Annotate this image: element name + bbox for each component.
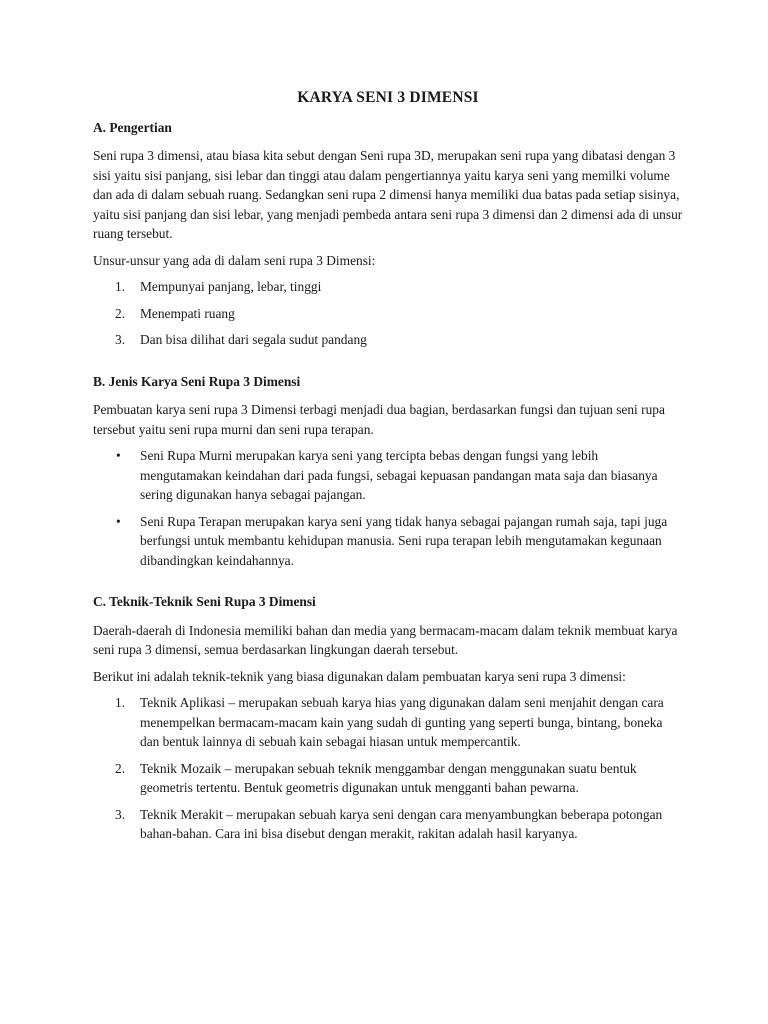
paragraph: Pembuatan karya seni rupa 3 Dimensi terbagi menjadi dua bagian, berdasarkan fungsi dan tujuan seni rupa tersebut yaitu seni rupa murni dan seni rupa terapan. (93, 402, 665, 437)
list-item (93, 277, 683, 297)
list-number: 1. (115, 695, 126, 710)
section-heading: B. Jenis Karya Seni Rupa 3 Dimensi (93, 373, 301, 389)
bullet-list (93, 446, 683, 570)
list-item (93, 805, 683, 844)
list-number: 2. (115, 305, 126, 321)
list-item (93, 446, 683, 505)
list-number: 3. (115, 806, 126, 822)
list-item (93, 330, 683, 350)
paragraph: Berikut ini adalah teknik-teknik yang biasa digunakan dalam pembuatan karya seni rupa 3 dimensi: (93, 668, 626, 684)
list-item-text: Menempati ruang (140, 305, 235, 321)
document-page (93, 88, 683, 866)
list-item (93, 304, 683, 324)
list-item-text: Seni Rupa Terapan merupakan karya seni yang tidak hanya sebagai pajangan rumah saja, tapi juga berfungsi untuk membantu kehidupan manusia. Seni rupa terapan lebih mengutamakan kegunaan dibandingkan keindahannya. (140, 513, 668, 568)
list-item (93, 512, 683, 571)
section-heading: A. Pengertian (93, 119, 172, 135)
list-item-text: Teknik Mozaik – merupakan sebuah teknik menggambar dengan menggunakan suatu bentuk geometris tertentu. Bentuk geometris digunakan untuk mengganti bahan pewarna. (140, 760, 637, 795)
section-pengertian (93, 118, 683, 350)
list-item-text: Mempunyai panjang, lebar, tinggi (140, 279, 322, 294)
list-item (93, 759, 683, 798)
list-item (93, 693, 683, 752)
section-jenis-karya (93, 372, 683, 571)
document-title: KARYA SENI 3 DIMENSI (297, 89, 479, 106)
list-item-text: Teknik Merakit – merupakan sebuah karya seni dengan cara menyambungkan beberapa potongan bahan-bahan. Cara ini bisa disebut dengan merakit, rakitan adalah hasil karyanya. (140, 806, 663, 841)
list-item-text: Dan bisa dilihat dari segala sudut pandang (140, 332, 367, 347)
paragraph: Seni rupa 3 dimensi, atau biasa kita sebut dengan Seni rupa 3D, merupakan seni rupa yang dibatasi dengan 3 sisi yaitu sisi panjang, sisi lebar dan tinggi atau dalam pengertiannya yaitu karya seni yang memilki volume dan ada di dalam sebuah ruang. Sedangkan seni rupa 2 dimensi hanya memiliki dua batas pada setiap sisinya, yaitu sisi panjang dan sisi lebar, yang menjadi pembeda antara seni rupa 3 dimensi dan 2 dimensi ada di unsur ruang tersebut. (93, 148, 683, 241)
numbered-list (93, 277, 683, 350)
list-number: 3. (115, 332, 126, 347)
paragraph: Daerah-daerah di Indonesia memiliki bahan dan media yang bermacam-macam dalam teknik membuat karya seni rupa 3 dimensi, semua berdasarkan lingkungan daerah tersebut. (93, 622, 678, 657)
list-number: 2. (115, 760, 126, 776)
list-number: 1. (115, 279, 126, 294)
bullet-icon: • (116, 448, 121, 463)
bullet-icon: • (116, 513, 121, 529)
list-item-text: Teknik Aplikasi – merupakan sebuah karya hias yang digunakan dalam seni menjahit dengan cara menempelkan bermacam-macam kain yang sudah di gunting yang seperti bunga, bintang, boneka dan bentuk lainnya di sebuah kain sebagai hiasan untuk mempercantik. (140, 695, 664, 749)
paragraph: Unsur-unsur yang ada di dalam seni rupa 3 Dimensi: (93, 252, 376, 268)
section-heading: C. Teknik-Teknik Seni Rupa 3 Dimensi (93, 594, 316, 609)
list-item-text: Seni Rupa Murni merupakan karya seni yang tercipta bebas dengan fungsi yang lebih mengutamakan keindahan dari pada fungsi, sebagai kepuasan pandangan mata saja dan biasanya sering digunakan hanya sebagai pajangan. (140, 448, 658, 502)
numbered-list (93, 693, 683, 844)
section-teknik (93, 592, 683, 844)
